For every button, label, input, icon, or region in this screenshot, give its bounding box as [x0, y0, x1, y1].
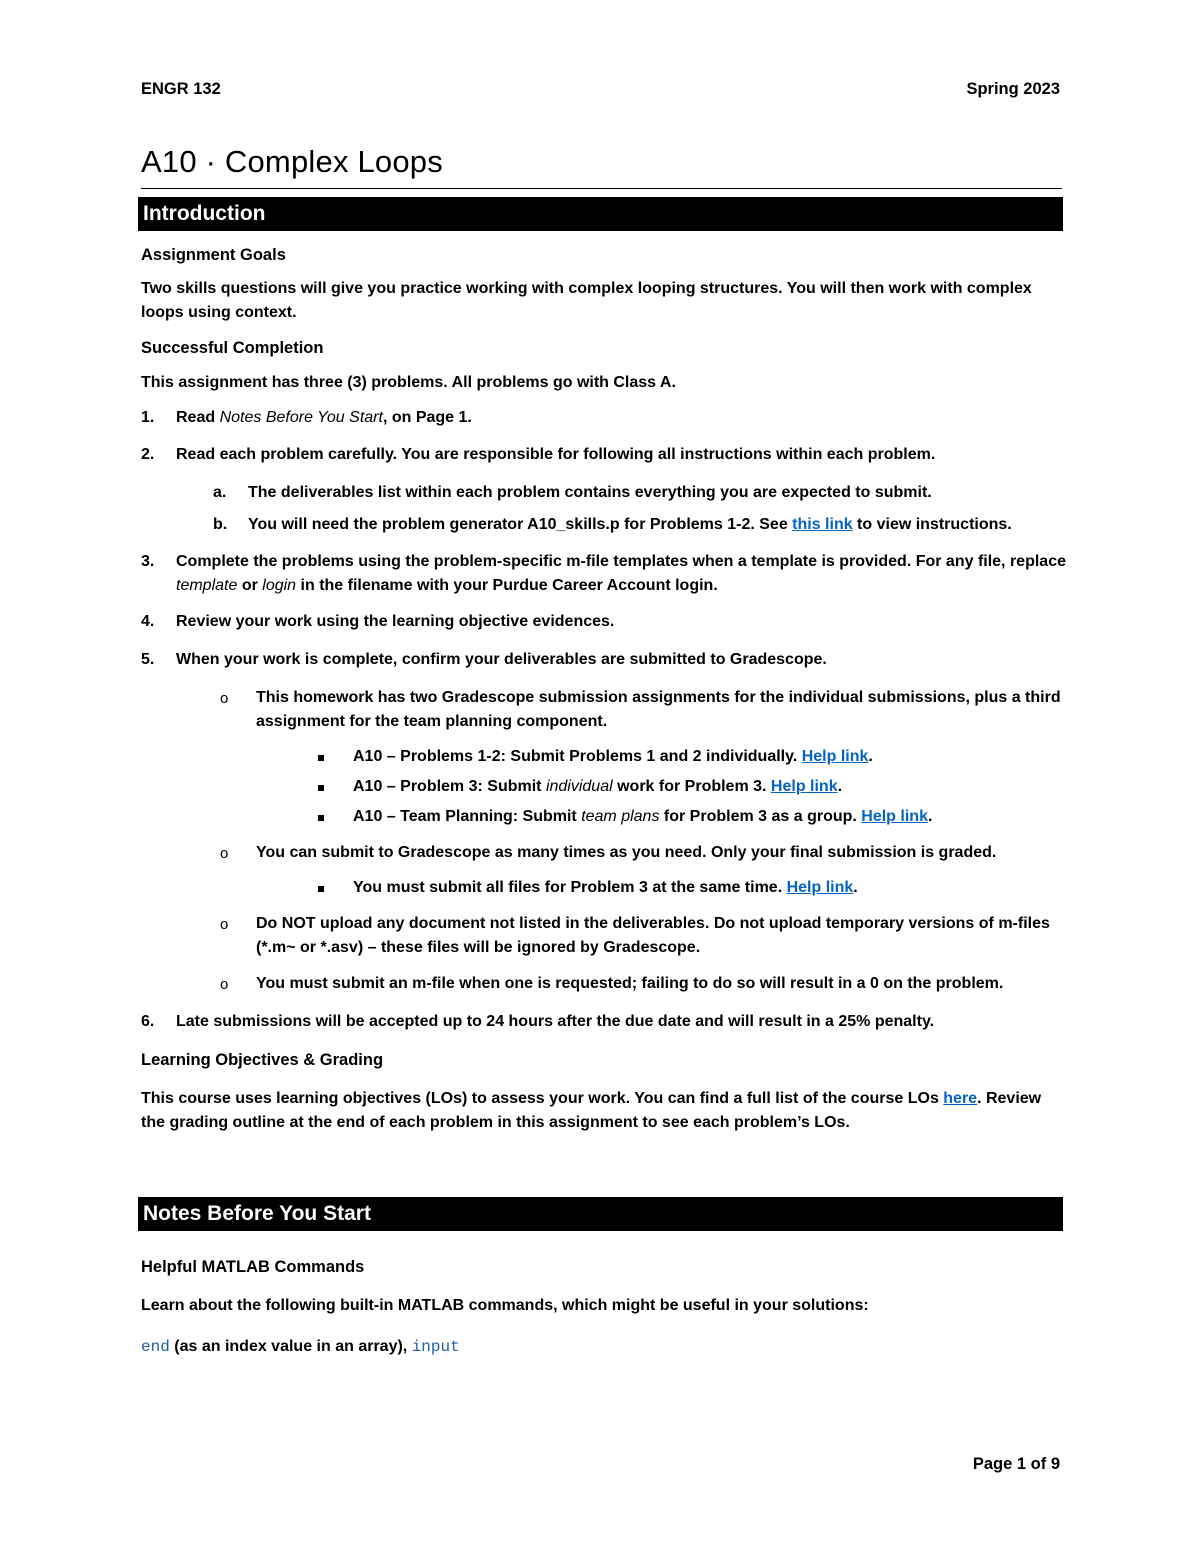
step-5-bullet-3: Do NOT upload any document not listed in the deliverables. Do not upload temporary versions of m-files (*.m~ or *.asv) – these files will be ignored by Gradescope. [256, 915, 1050, 956]
help-link[interactable]: Help link [786, 879, 854, 896]
square-bullet-icon [318, 815, 324, 821]
bullet-o: o [220, 845, 229, 862]
square-bullet-icon [318, 785, 324, 791]
commands-heading: Helpful MATLAB Commands [141, 1258, 365, 1276]
step-number: 5. [141, 651, 155, 668]
step-4: Review your work using the learning objective evidences. [176, 613, 615, 630]
completion-heading: Successful Completion [141, 339, 324, 357]
step-6: Late submissions will be accepted up to 24 hours after the due date and will result in a 25% penalty. [176, 1013, 935, 1030]
commands-list: end (as an index value in an array), input [141, 1338, 460, 1356]
bullet-o: o [220, 976, 229, 993]
step-5-bullet-1: This homework has two Gradescope submission assignments for the individual submissions, plus a third assignment for the team planning component. [256, 689, 1061, 730]
this-link[interactable]: this link [792, 516, 853, 533]
substep-letter: a. [213, 484, 227, 501]
step-number: 3. [141, 553, 155, 570]
cmd-input: input [411, 1338, 460, 1356]
lo-text: This course uses learning objectives (LOs) to assess your work. You can find a full list of the course LOs here. Review the grading outline at the end of each problem in this assignment to see each problem’s LOs. [141, 1090, 1042, 1131]
step-5-sub-a: A10 – Problems 1-2: Submit Problems 1 and 2 individually. Help link. [353, 748, 873, 765]
page-title: A10 · Complex Loops [141, 144, 443, 179]
section-notes: Notes Before You Start [138, 1197, 1063, 1231]
step-1: Read Notes Before You Start, on Page 1. [176, 409, 472, 426]
square-bullet-icon [318, 755, 324, 761]
step-number: 4. [141, 613, 155, 630]
step-2b: You will need the problem generator A10_skills.p for Problems 1-2. See this link to view instructions. [248, 516, 1012, 533]
help-link[interactable]: Help link [770, 778, 838, 795]
lo-heading: Learning Objectives & Grading [141, 1051, 384, 1069]
bullet-o: o [220, 916, 229, 933]
goals-text: Two skills questions will give you practice working with complex looping structures. You will then work with complex loops using context. [141, 280, 1032, 321]
step-5-bullet-2: You can submit to Gradescope as many times as you need. Only your final submission is graded. [256, 844, 997, 861]
step-2a: The deliverables list within each problem contains everything you are expected to submit. [248, 484, 932, 501]
lo-here-link[interactable]: here [943, 1090, 978, 1107]
step-5-sub-d: You must submit all files for Problem 3 at the same time. Help link. [353, 879, 858, 896]
header-term: Spring 2023 [966, 80, 1060, 98]
step-2: Read each problem carefully. You are responsible for following all instructions within each problem. [176, 446, 936, 463]
header-course: ENGR 132 [141, 80, 221, 98]
help-link[interactable]: Help link [861, 808, 928, 825]
step-5: When your work is complete, confirm your deliverables are submitted to Gradescope. [176, 651, 827, 668]
step-3: Complete the problems using the problem-specific m-file templates when a template is provided. For any file, replace template or login in the filename with your Purdue Career Account login. [176, 553, 1066, 594]
commands-text: Learn about the following built-in MATLAB commands, which might be useful in your solutions: [141, 1297, 869, 1314]
page-number: Page 1 of 9 [972, 1455, 1060, 1473]
square-bullet-icon [318, 886, 324, 892]
cmd-end: end [141, 1338, 170, 1356]
completion-text: This assignment has three (3) problems. All problems go with Class A. [141, 374, 676, 391]
goals-heading: Assignment Goals [141, 246, 286, 264]
step-number: 6. [141, 1013, 155, 1030]
bullet-o: o [220, 690, 229, 707]
step-number: 1. [141, 409, 155, 426]
step-5-bullet-4: You must submit an m-file when one is requested; failing to do so will result in a 0 on the problem. [256, 975, 1004, 992]
title-underline [141, 188, 1062, 189]
substep-letter: b. [213, 516, 228, 533]
step-number: 2. [141, 446, 155, 463]
section-introduction: Introduction [138, 197, 1063, 231]
step-5-sub-c: A10 – Team Planning: Submit team plans for Problem 3 as a group. Help link. [353, 808, 933, 825]
help-link[interactable]: Help link [801, 748, 869, 765]
step-5-sub-b: A10 – Problem 3: Submit individual work for Problem 3. Help link. [353, 778, 843, 795]
